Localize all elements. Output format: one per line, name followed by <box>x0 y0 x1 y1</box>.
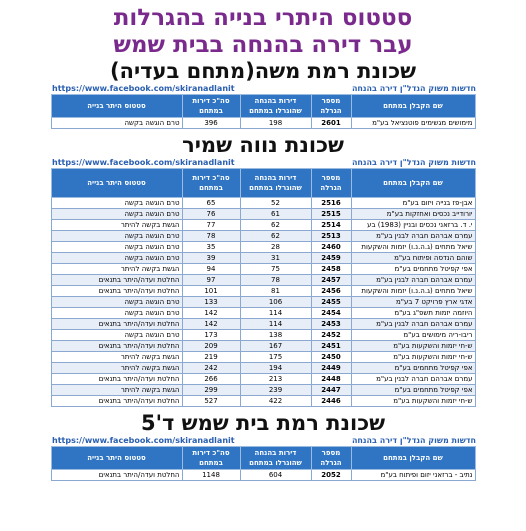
developer-cell: עמרם אברהם חברה לבנין בע"מ <box>351 374 475 385</box>
developer-cell: עמרם אברהם חברה לבנין בע"מ <box>351 231 475 242</box>
permit-status-cell: הגשת בקשה להיתר <box>51 363 182 374</box>
page-title-line2: עבר דירה בהנחה בבית שמש <box>113 32 413 58</box>
developer-cell: אפי קפיטל מתחמים בע"מ <box>351 264 475 275</box>
discount-units-cell: 138 <box>240 330 311 341</box>
permit-status-cell: טרם הוגשה בקשה <box>51 242 182 253</box>
developer-cell: מימושים מגשימים פוטנציאל בע"מ <box>351 118 475 129</box>
lottery-number-cell: 2460 <box>311 242 351 253</box>
lottery-number-cell: 2452 <box>311 330 351 341</box>
total-units-cell: 65 <box>182 198 240 209</box>
permit-status-cell: טרם הוגשה בקשה <box>51 253 182 264</box>
discount-units-cell: 78 <box>240 275 311 286</box>
section-title-ramat-moshe: שכונת רמת משה(מתחם בעדיה) <box>109 59 417 83</box>
permit-status-cell: החלטת ועדה/היתר בתנאים <box>51 396 182 407</box>
header-lottery: מספר הגרלה <box>311 95 351 118</box>
developer-cell: עמרם אברהם חברה לבנין בע"מ <box>351 275 475 286</box>
section-meta-2 <box>52 157 476 168</box>
table-ramat-moshe <box>51 94 476 129</box>
table-row <box>51 308 475 319</box>
developer-cell: ש-חי יזמות והשקעות בע"מ <box>351 341 475 352</box>
discount-units-cell: 194 <box>240 363 311 374</box>
permit-status-cell: הגשת בקשה להיתר <box>51 264 182 275</box>
lottery-number-cell: 2458 <box>311 264 351 275</box>
lottery-number-cell: 2453 <box>311 319 351 330</box>
total-units-cell: 1148 <box>182 470 240 481</box>
table-row <box>51 363 475 374</box>
permit-status-cell: החלטת ועדה/היתר בתנאים <box>51 341 182 352</box>
section-meta-3 <box>52 435 476 446</box>
developer-cell: נתיב - ברזאני יזום ופיתוח בע"מ <box>351 470 475 481</box>
table-row <box>51 352 475 363</box>
permit-status-cell: טרם הוגשה בקשה <box>51 297 182 308</box>
header-total-units: סה"כ דירות במתחם <box>182 447 240 470</box>
table-ramat-beit-shemesh <box>51 446 476 481</box>
total-units-cell: 39 <box>182 253 240 264</box>
total-units-cell: 76 <box>182 209 240 220</box>
total-units-cell: 266 <box>182 374 240 385</box>
table-row <box>51 198 475 209</box>
lottery-number-cell: 2447 <box>311 385 351 396</box>
permit-status-cell: החלטת ועדה/היתר בתנאים <box>51 470 182 481</box>
total-units-cell: 396 <box>182 118 240 129</box>
table-row <box>51 330 475 341</box>
table-row <box>51 286 475 297</box>
permit-status-cell: טרם הוגשה בקשה <box>51 209 182 220</box>
developer-cell: שיאל מתחים (ג.ה.נ.ו) יזמות והשקעות <box>351 286 475 297</box>
discount-units-cell: 62 <box>240 231 311 242</box>
discount-units-cell: 81 <box>240 286 311 297</box>
discount-units-cell: 62 <box>240 220 311 231</box>
total-units-cell: 94 <box>182 264 240 275</box>
discount-units-cell: 31 <box>240 253 311 264</box>
lottery-number-cell: 2457 <box>311 275 351 286</box>
lottery-number-cell: 2601 <box>311 118 351 129</box>
section-title-ramat-beit-shemesh: שכונת רמת בית שמש ד'5 <box>140 411 386 435</box>
developer-cell: ש-חי יזמות והשקעות בע"מ <box>351 396 475 407</box>
total-units-cell: 142 <box>182 319 240 330</box>
total-units-cell: 133 <box>182 297 240 308</box>
discount-units-cell: 604 <box>240 470 311 481</box>
section-title-neve-shamir: שכונת נווה שמיר <box>182 133 344 157</box>
header-status: סטטוס היתר בנייה <box>51 95 182 118</box>
developer-cell: שוהם הנדסה ופיתוח בע"מ <box>351 253 475 264</box>
table-row <box>51 297 475 308</box>
total-units-cell: 299 <box>182 385 240 396</box>
permit-status-cell: טרם הוגשה בקשה <box>51 308 182 319</box>
lottery-number-cell: 2448 <box>311 374 351 385</box>
table-row <box>51 242 475 253</box>
discount-units-cell: 114 <box>240 319 311 330</box>
discount-units-cell: 114 <box>240 308 311 319</box>
total-units-cell: 77 <box>182 220 240 231</box>
discount-units-cell: 422 <box>240 396 311 407</box>
permit-status-cell: הגשת בקשה להיתר <box>51 220 182 231</box>
discount-units-cell: 167 <box>240 341 311 352</box>
developer-cell: ש-חי יזמות והשקעות בע"מ <box>351 352 475 363</box>
discount-units-cell: 175 <box>240 352 311 363</box>
table-row <box>51 220 475 231</box>
header-total-units: סה"כ דירות במתחם <box>182 169 240 198</box>
header-discount-units: דירות בהנחה שהוגרלו במתחם <box>240 169 311 198</box>
discount-units-cell: 239 <box>240 385 311 396</box>
total-units-cell: 219 <box>182 352 240 363</box>
permit-status-cell: הגשת בקשה להיתר <box>51 385 182 396</box>
header-discount-units: דירות בהנחה שהוגרלו במתחם <box>240 95 311 118</box>
header-discount-units: דירות בהנחה שהוגרלו במתחם <box>240 447 311 470</box>
source-label: חדשות משוק הנדל"ן דירה בהנחה <box>351 158 476 167</box>
lottery-number-cell: 2454 <box>311 308 351 319</box>
table-neve-shamir <box>51 168 476 407</box>
total-units-cell: 35 <box>182 242 240 253</box>
header-status: סטטוס היתר בנייה <box>51 169 182 198</box>
lottery-number-cell: 2514 <box>311 220 351 231</box>
lottery-number-cell: 2515 <box>311 209 351 220</box>
developer-cell: אפי קפיטל מתחמים בע"מ <box>351 363 475 374</box>
developer-cell: אפי קפיטל מתחמים בע"מ <box>351 385 475 396</box>
permit-status-cell: החלטת ועדה/היתר בתנאים <box>51 319 182 330</box>
header-total-units: סה"כ דירות במתחם <box>182 95 240 118</box>
table-row <box>51 319 475 330</box>
table-row <box>51 264 475 275</box>
total-units-cell: 97 <box>182 275 240 286</box>
table-row <box>51 385 475 396</box>
table-row <box>51 396 475 407</box>
header-developer: שם הקבלן במתחם <box>351 95 475 118</box>
developer-cell: היוזמה יזמות תשפ"ג בע"מ <box>351 308 475 319</box>
section-meta-1 <box>52 83 476 94</box>
total-units-cell: 209 <box>182 341 240 352</box>
discount-units-cell: 106 <box>240 297 311 308</box>
lottery-number-cell: 2446 <box>311 396 351 407</box>
source-label: חדשות משוק הנדל"ן דירה בהנחה <box>351 436 476 445</box>
developer-cell: ריבו-ריה מימושים בע"מ <box>351 330 475 341</box>
permit-status-cell: טרם הוגשה בקשה <box>51 330 182 341</box>
discount-units-cell: 75 <box>240 264 311 275</box>
table-row <box>51 231 475 242</box>
source-label: חדשות משוק הנדל"ן דירה בהנחה <box>351 84 476 93</box>
total-units-cell: 101 <box>182 286 240 297</box>
header-lottery: מספר הגרלה <box>311 447 351 470</box>
facebook-link[interactable]: https://www.facebook.com/skiranadlanit <box>52 436 235 445</box>
permit-status-cell: טרם הוגשה בקשה <box>51 198 182 209</box>
table-row <box>51 275 475 286</box>
discount-units-cell: 213 <box>240 374 311 385</box>
permit-status-cell: החלטת ועדה/היתר בתנאים <box>51 286 182 297</box>
discount-units-cell: 52 <box>240 198 311 209</box>
developer-cell: עמרם אברהם חברה לבנין בע"מ <box>351 319 475 330</box>
permit-status-cell: טרם הוגשה בקשה <box>51 118 182 129</box>
total-units-cell: 242 <box>182 363 240 374</box>
table-row <box>51 209 475 220</box>
table-row <box>51 374 475 385</box>
developer-cell: אדגי ארץ פרויקט 7 בע"מ <box>351 297 475 308</box>
total-units-cell: 173 <box>182 330 240 341</box>
total-units-cell: 527 <box>182 396 240 407</box>
permit-status-cell: טרם הוגשה בקשה <box>51 231 182 242</box>
total-units-cell: 78 <box>182 231 240 242</box>
lottery-number-cell: 2451 <box>311 341 351 352</box>
facebook-link[interactable]: https://www.facebook.com/skiranadlanit <box>52 84 235 93</box>
lottery-number-cell: 2513 <box>311 231 351 242</box>
total-units-cell: 142 <box>182 308 240 319</box>
discount-units-cell: 28 <box>240 242 311 253</box>
header-lottery: מספר הגרלה <box>311 169 351 198</box>
developer-cell: יורודייב נכסים ואחזקות בע"מ <box>351 209 475 220</box>
lottery-number-cell: 2516 <box>311 198 351 209</box>
discount-units-cell: 61 <box>240 209 311 220</box>
permit-status-cell: הגשת בקשה להיתר <box>51 352 182 363</box>
header-status: סטטוס היתר בנייה <box>51 447 182 470</box>
developer-cell: י. ד. ברזאני נכסים ובניין (1983) בע <box>351 220 475 231</box>
page-title-line1: סטטוס היתרי בנייה בהגרלות <box>113 5 413 31</box>
table-row <box>51 341 475 352</box>
table-row <box>51 470 475 481</box>
lottery-number-cell: 2456 <box>311 286 351 297</box>
permit-status-cell: החלטת ועדה/היתר בתנאים <box>51 275 182 286</box>
table-row <box>51 253 475 264</box>
permit-status-cell: החלטת ועדה/היתר בתנאים <box>51 374 182 385</box>
lottery-number-cell: 2459 <box>311 253 351 264</box>
lottery-number-cell: 2450 <box>311 352 351 363</box>
lottery-number-cell: 2052 <box>311 470 351 481</box>
header-developer: שם הקבלן במתחם <box>351 447 475 470</box>
lottery-number-cell: 2449 <box>311 363 351 374</box>
facebook-link[interactable]: https://www.facebook.com/skiranadlanit <box>52 158 235 167</box>
table-row <box>51 118 475 129</box>
discount-units-cell: 198 <box>240 118 311 129</box>
header-developer: שם הקבלן במתחם <box>351 169 475 198</box>
developer-cell: אבן-פז בנייה ויזום בע"מ <box>351 198 475 209</box>
developer-cell: שיאל מתחים (ג.ה.נ.ו) יזמות והשקעות <box>351 242 475 253</box>
lottery-number-cell: 2455 <box>311 297 351 308</box>
